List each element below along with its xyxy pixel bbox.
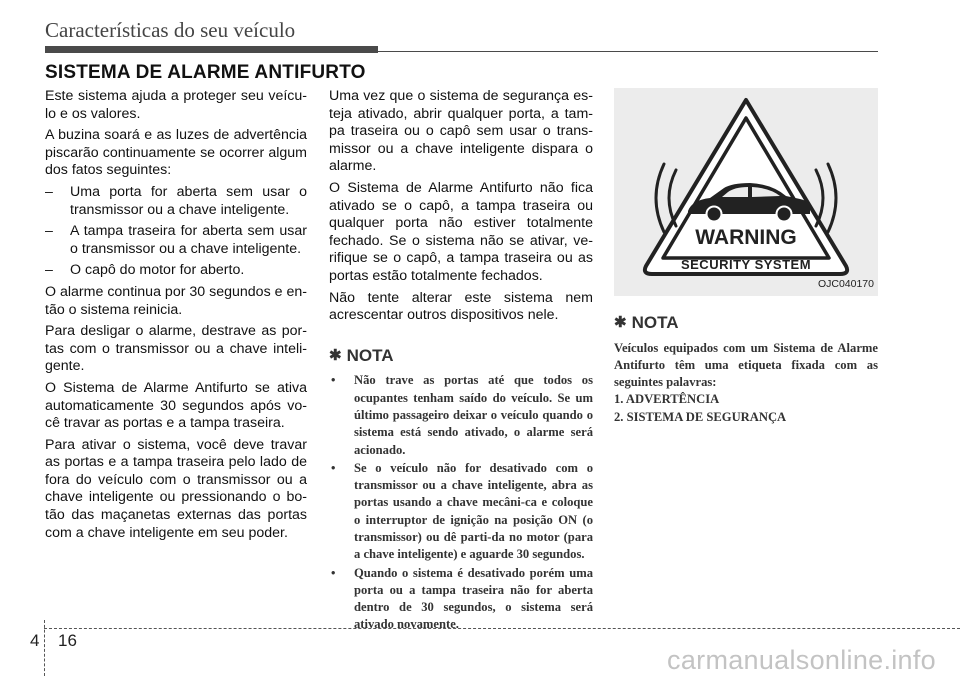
warning-text: WARNING <box>695 226 797 249</box>
paragraph: Uma vez que o sistema de segurança es-teja ativado, abrir qualquer porta, a tam-pa traseira ou o capô sem usar o trans-missor ou a chave inteligente dispara o alarme. <box>329 88 593 175</box>
bullet-marker: • <box>331 460 336 475</box>
nota-title: NOTA <box>346 345 394 365</box>
nota-list-item: 2. SISTEMA DE SEGURANÇA <box>614 409 787 424</box>
middle-column <box>329 88 593 635</box>
paragraph: Para ativar o sistema, você deve travar as portas e a tampa traseira pelo lado de fora do veículo com o transmissor ou a chave inteligente ou pressionando o bo-tão das maçanetas externas das portas com a chave inteligente em seu poder. <box>45 436 307 541</box>
nota-title: NOTA <box>631 313 679 332</box>
footer-divider <box>44 620 45 676</box>
bullet-text: Não trave as portas até que todos os ocupantes tenham saído do veículo. Se um último passageiro deixar o veículo quando o sistema está sendo ativado, o alarme será acionado. <box>354 373 593 457</box>
header-rule-thin <box>378 51 878 52</box>
list-item-text: O capô do motor for aberto. <box>70 262 245 279</box>
paragraph: Para desligar o alarme, destrave as por-tas com o transmissor ou a chave inteli-gente. <box>45 323 307 375</box>
watermark: carmanualsonline.info <box>667 645 936 675</box>
bullet-text: Quando o sistema é desativado porém uma porta ou a tampa traseira não for aberta dentro de 30 segundos, o sistema será ativado novamente. <box>354 565 593 632</box>
list-item <box>329 565 593 634</box>
paragraph: O Sistema de Alarme Antifurto não fica ativado se o capô, a tampa traseira ou qualquer porta não estiver totalmente fechado. Se o sistema não se ativar, ve-rifique se o capô, a tampa traseira ou as portas estão totalmente fechados. <box>329 179 593 284</box>
dash-marker: – <box>45 183 53 200</box>
star-icon: ✱ <box>614 314 627 331</box>
paragraph: O alarme continua por 30 segundos e en-tão o sistema reinicia. <box>45 283 307 318</box>
dash-marker: – <box>45 223 53 240</box>
paragraph: Este sistema ajuda a proteger seu veícu-lo e os valores. <box>45 88 307 122</box>
nota-heading <box>614 314 878 332</box>
page-number: 16 <box>58 631 77 650</box>
warning-triangle-icon <box>614 88 878 296</box>
star-icon: ✱ <box>329 346 342 364</box>
paragraph: O Sistema de Alarme Antifurto se ativa automaticamente 30 segundos após vo-cê travar as portas e a tampa traseira. <box>45 379 307 432</box>
list-item <box>329 372 593 458</box>
security-system-text: SECURITY SYSTEM <box>680 257 812 272</box>
nota-body <box>329 372 593 633</box>
paragraph: Não tente alterar este sistema nem acrescentar outros dispositivos nele. <box>329 289 593 324</box>
footer-rule <box>44 628 960 629</box>
bullet-text: Se o veículo não for desativado com o transmissor ou a chave inteligente, abra as portas usando a chave mecâni-ca e coloque o interruptor de ignição na posição ON (o transmissor) ou dê parti-da no motor (para a chave inteligente) e aguarde 30 segundos. <box>354 460 593 562</box>
list-item <box>45 223 307 258</box>
nota-heading <box>329 347 593 365</box>
nota-body <box>614 340 878 426</box>
section-title: SISTEMA DE ALARME ANTIFURTO <box>45 62 366 83</box>
bullet-marker: • <box>331 565 336 580</box>
paragraph: A buzina soará e as luzes de advertência piscarão continuamente se ocorrer algum dos fatos seguintes: <box>45 127 307 179</box>
list-item-text: Uma porta for aberta sem usar o transmissor ou a chave inteligente. <box>70 183 307 218</box>
chapter-number: 4 <box>30 631 40 650</box>
right-column <box>614 88 878 426</box>
nota-text: Veículos equipados com um Sistema de Alarme Antifurto têm uma etiqueta fixada com as seguintes palavras: <box>614 340 878 390</box>
figure-code: OJC040170 <box>817 278 874 291</box>
list-item <box>45 184 307 219</box>
running-header: Características do seu veículo <box>45 18 296 42</box>
list-item <box>329 460 593 564</box>
left-column <box>45 88 307 546</box>
list-item <box>45 262 307 280</box>
warning-label-figure <box>614 88 878 296</box>
dash-marker: – <box>45 262 53 279</box>
bullet-marker: • <box>331 373 336 388</box>
nota-list-item: 1. ADVERTÊNCIA <box>614 392 720 407</box>
list-item-text: A tampa traseira for aberta sem usar o transmissor ou a chave inteligente. <box>70 223 307 257</box>
header-rule-thick <box>45 46 378 53</box>
